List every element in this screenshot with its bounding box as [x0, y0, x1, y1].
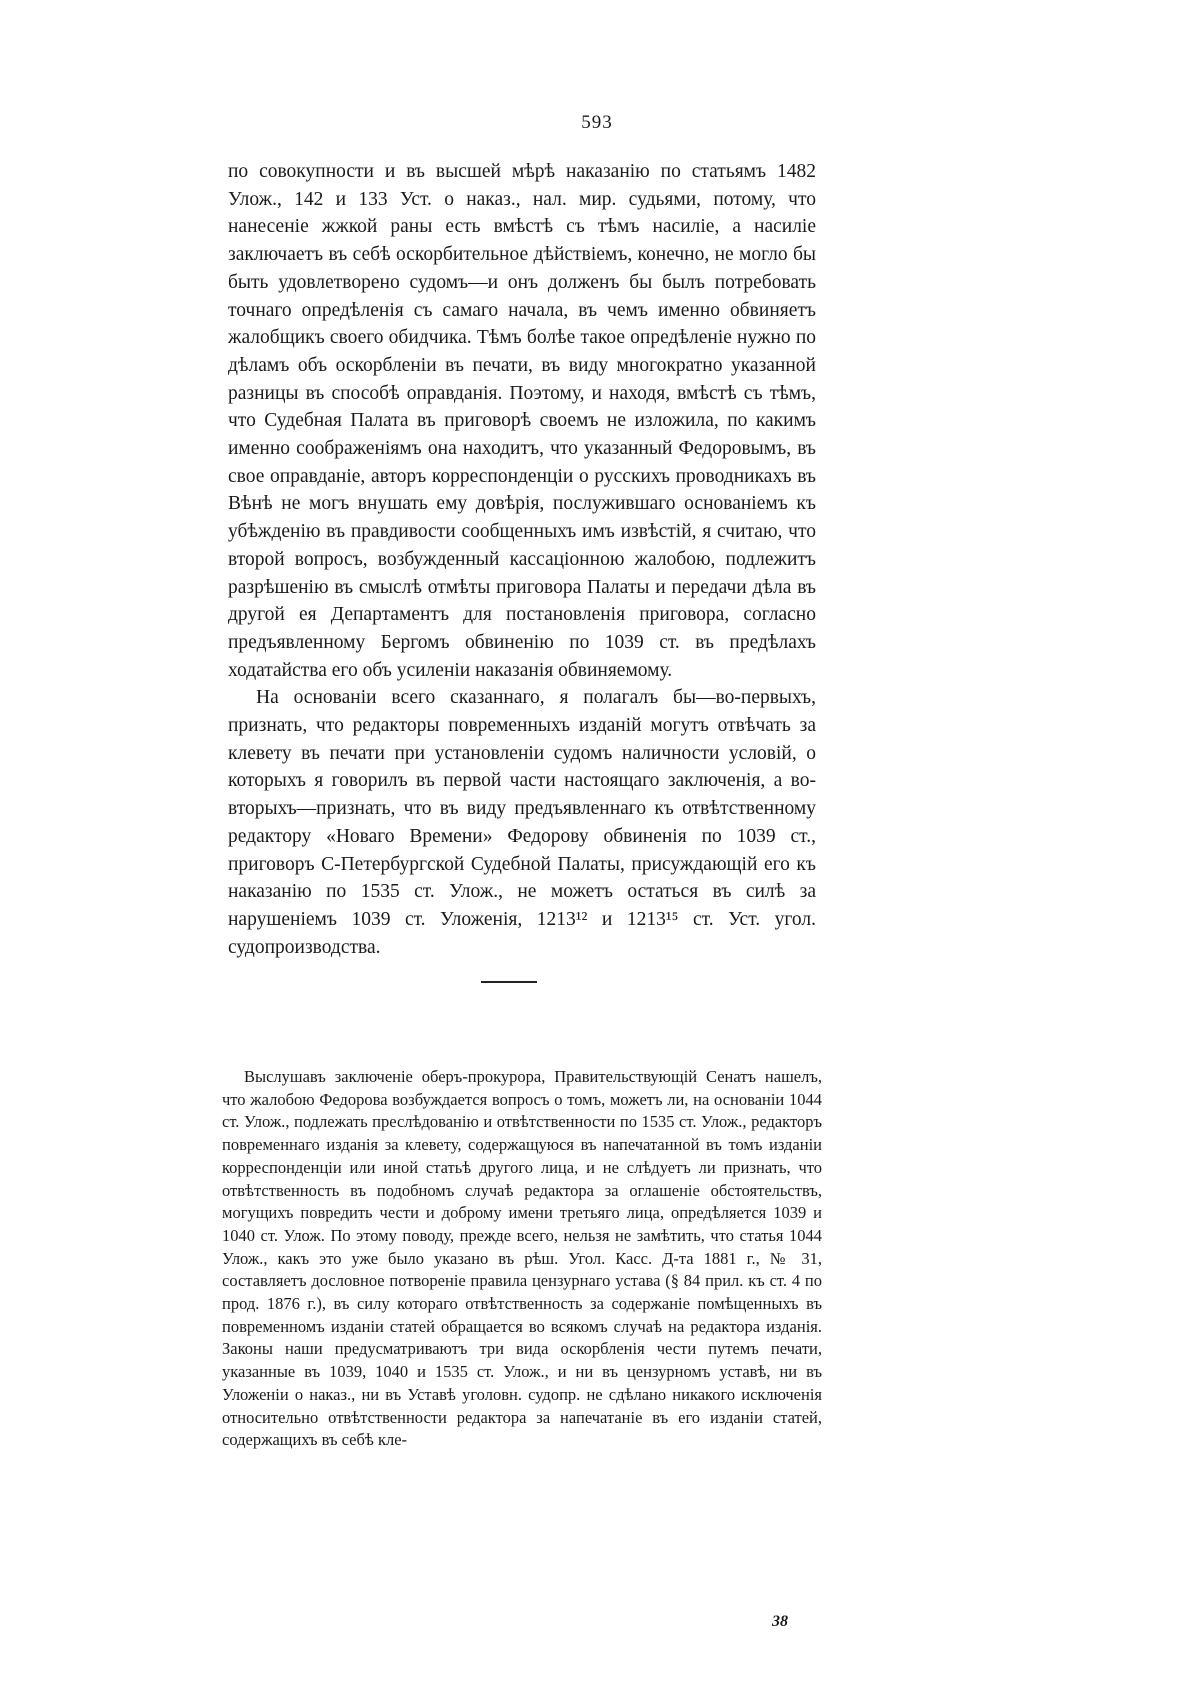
section-divider [481, 981, 537, 983]
printer-signature-mark: 38 [772, 1613, 788, 1630]
page-number: 593 [581, 112, 613, 133]
main-text-block [228, 158, 816, 961]
senate-decision-block [222, 1066, 822, 1452]
main-paragraph-2: На основаніи всего сказаннаго, я полагалъ бы—во-первыхъ, признать, что редакторы повременныхъ изданій могутъ отвѣчать за клевету въ печати при установленіи судомъ наличности условій, о которыхъ я говорилъ въ первой части настоящаго заключенія, а во-вторыхъ—признать, что въ виду предъявленнаго къ отвѣтственному редактору «Новаго Времени» Федорову обвиненія по 1039 ст., приговоръ С-Петербургской Судебной Палаты, присуждающій его къ наказанію по 1535 ст. Улож., не можетъ остаться въ силѣ за нарушеніемъ 1039 ст. Уложенія, 1213¹² и 1213¹⁵ ст. Уст. угол. судопроизводства. [228, 687, 816, 958]
main-paragraph-1: по совокупности и въ высшей мѣрѣ наказанію по статьямъ 1482 Улож., 142 и 133 Уст. о наказ., нал. мир. судьями, потому, что нанесеніе жжкой раны есть вмѣстѣ съ тѣмъ насиліе, а насиліе заключаетъ въ себѣ оскорбительное дѣйствіемъ, конечно, не могло бы быть удовлетворено судомъ—и онъ долженъ бы былъ потребовать точнаго опредѣленія съ самаго начала, въ чемъ именно обвиняетъ жалобщикъ своего обидчика. Тѣмъ болѣе такое опредѣленіе нужно по дѣламъ объ оскорбленіи въ печати, въ виду многократно указанной разницы въ способѣ оправданія. Поэтому, и находя, вмѣстѣ съ тѣмъ, что Судебная Палата въ приговорѣ своемъ не изложила, по какимъ именно соображеніямъ она находитъ, что указанный Федоровымъ, въ свое оправданіе, авторъ корреспонденціи о русскихъ проводникахъ въ Вѣнѣ не могъ внушать ему довѣрія, послужившаго основаніемъ къ убѣжденію въ правдивости сообщенныхъ имъ извѣстій, я считаю, что второй вопросъ, возбужденный кассаціонною жалобою, подлежитъ разрѣшенію въ смыслѣ отмѣты приговора Палаты и передачи дѣла въ другой ея Департаментъ для постановленія приговора, согласно предъявленному Бергомъ обвиненію по 1039 ст. въ предѣлахъ ходатайства его объ усиленіи наказанія обвиняемому. [228, 161, 816, 681]
senate-decision-paragraph: Выслушавъ заключеніе оберъ-прокурора, Правительствующій Сенатъ нашелъ, что жалобою Федорова возбуждается вопросъ о томъ, можетъ ли, на основаніи 1044 ст. Улож., подлежать преслѣдованію и отвѣтственности по 1535 ст. Улож., редакторъ повременнаго изданія за клевету, содержащуюся въ напечатанной въ томъ изданіи корреспонденціи или иной статьѣ другого лица, и не слѣдуетъ ли признать, что отвѣтственность въ подобномъ случаѣ редактора за оглашеніе обстоятельствъ, могущихъ повредить чести и доброму имени третьяго лица, опредѣляется 1039 и 1040 ст. Улож. По этому поводу, прежде всего, нельзя не замѣтить, что статья 1044 Улож., какъ это уже было указано въ рѣш. Угол. Касс. Д-та 1881 г., № 31, составляетъ дословное потвореніе правила цензурнаго устава (§ 84 прил. къ ст. 4 по прод. 1876 г.), въ силу котораго отвѣтственность за содержаніе помѣщенныхъ въ повременномъ изданіи статей обращается во всякомъ случаѣ на редактора изданія. Законы наши предусматриваютъ три вида оскорбленія чести путемъ печати, указанные въ 1039, 1040 и 1535 ст. Улож., и ни въ цензурномъ уставѣ, ни въ Уложеніи о наказ., ни въ Уставѣ уголовн. судопр. не сдѣлано никакого исключенія относительно отвѣтственности редактора за напечатаніе въ его изданіи статей, содержащихъ въ себѣ кле- [222, 1067, 822, 1450]
